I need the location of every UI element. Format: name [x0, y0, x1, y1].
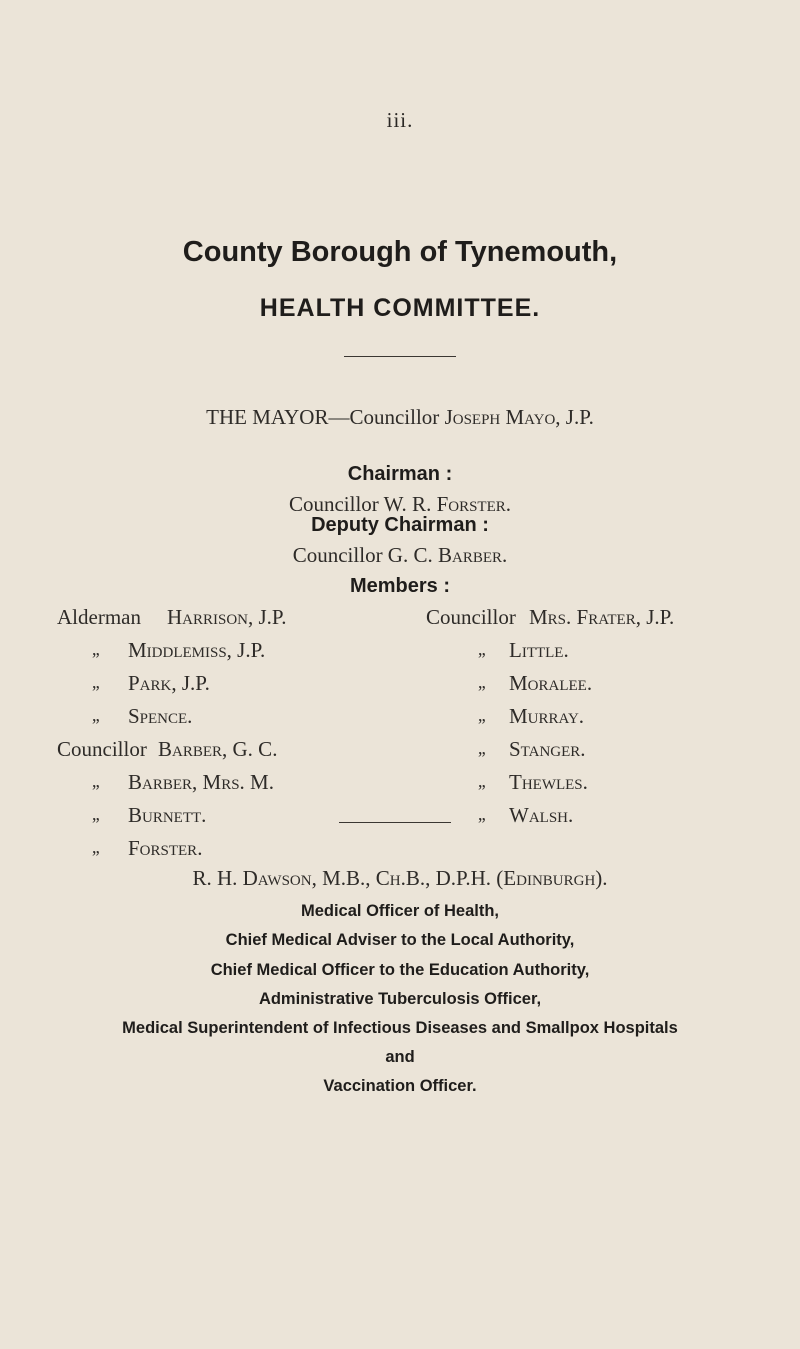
document-subtitle: HEALTH COMMITTEE. — [259, 294, 541, 322]
member-name: Little. — [509, 638, 569, 662]
ditto-mark: ,, — [478, 771, 485, 791]
divider-rule — [344, 356, 456, 357]
officer-role: and — [385, 1048, 415, 1066]
officer-role: Medical Officer of Health, — [300, 902, 500, 920]
mayor-prefix: THE MAYOR—Councillor — [206, 405, 440, 429]
chairman-label: Chairman : — [347, 463, 453, 485]
member-name: Stanger. — [509, 737, 586, 761]
member-name: Murray. — [509, 704, 585, 728]
member-name: Middlemiss, J.P. — [128, 638, 266, 662]
officer-role: Chief Medical Officer to the Education Authority, — [210, 961, 590, 979]
ditto-mark: ,, — [92, 639, 99, 659]
member-title: Councillor — [57, 737, 147, 761]
member-name: Thewles. — [509, 770, 588, 794]
deputy-chairman-prefix: Councillor G. C. — [292, 543, 433, 567]
ditto-mark: ,, — [92, 804, 99, 824]
chairman-prefix: Councillor W. R. — [288, 492, 432, 516]
ditto-mark: ,, — [478, 672, 485, 692]
chairman-name: Forster. — [436, 492, 512, 516]
divider-rule — [339, 822, 451, 823]
ditto-mark: ,, — [478, 639, 485, 659]
officer-name — [0, 866, 800, 891]
ditto-mark: ,, — [92, 771, 99, 791]
member-name: Harrison, J.P. — [167, 605, 287, 629]
member-name: Park, J.P. — [128, 671, 210, 695]
page-number: iii. — [386, 108, 414, 132]
ditto-mark: ,, — [92, 705, 99, 725]
ditto-mark: ,, — [478, 804, 485, 824]
deputy-chairman-label: Deputy Chairman : — [311, 514, 489, 536]
officer-role: Chief Medical Adviser to the Local Authority, — [225, 931, 575, 949]
member-name: Mrs. Frater, J.P. — [529, 605, 675, 629]
mayor-name: Joseph Mayo, J.P. — [444, 405, 594, 429]
deputy-chairman-line — [0, 543, 800, 568]
ditto-mark: ,, — [92, 672, 99, 692]
member-name: Barber, G. C. — [158, 737, 278, 761]
officer-name-text: R. H. Dawson, M.B., Ch.B., D.P.H. (Edinburgh). — [192, 866, 608, 890]
member-name: Forster. — [128, 836, 203, 860]
officer-role: Administrative Tuberculosis Officer, — [258, 990, 542, 1008]
members-label: Members : — [349, 575, 451, 597]
member-name: Burnett. — [128, 803, 207, 827]
ditto-mark: ,, — [478, 738, 485, 758]
officer-role: Vaccination Officer. — [323, 1077, 477, 1095]
deputy-chairman-name: Barber. — [437, 543, 508, 567]
member-title: Alderman — [57, 605, 141, 629]
member-title: Councillor — [426, 605, 516, 629]
ditto-mark: ,, — [478, 705, 485, 725]
member-name: Spence. — [128, 704, 193, 728]
member-name: Walsh. — [509, 803, 574, 827]
member-name: Moralee. — [509, 671, 593, 695]
member-name: Barber, Mrs. M. — [128, 770, 274, 794]
ditto-mark: ,, — [92, 837, 99, 857]
mayor-line — [0, 405, 800, 430]
officer-role: Medical Superintendent of Infectious Diseases and Smallpox Hospitals — [122, 1019, 678, 1037]
document-title: County Borough of Tynemouth, — [182, 236, 618, 268]
